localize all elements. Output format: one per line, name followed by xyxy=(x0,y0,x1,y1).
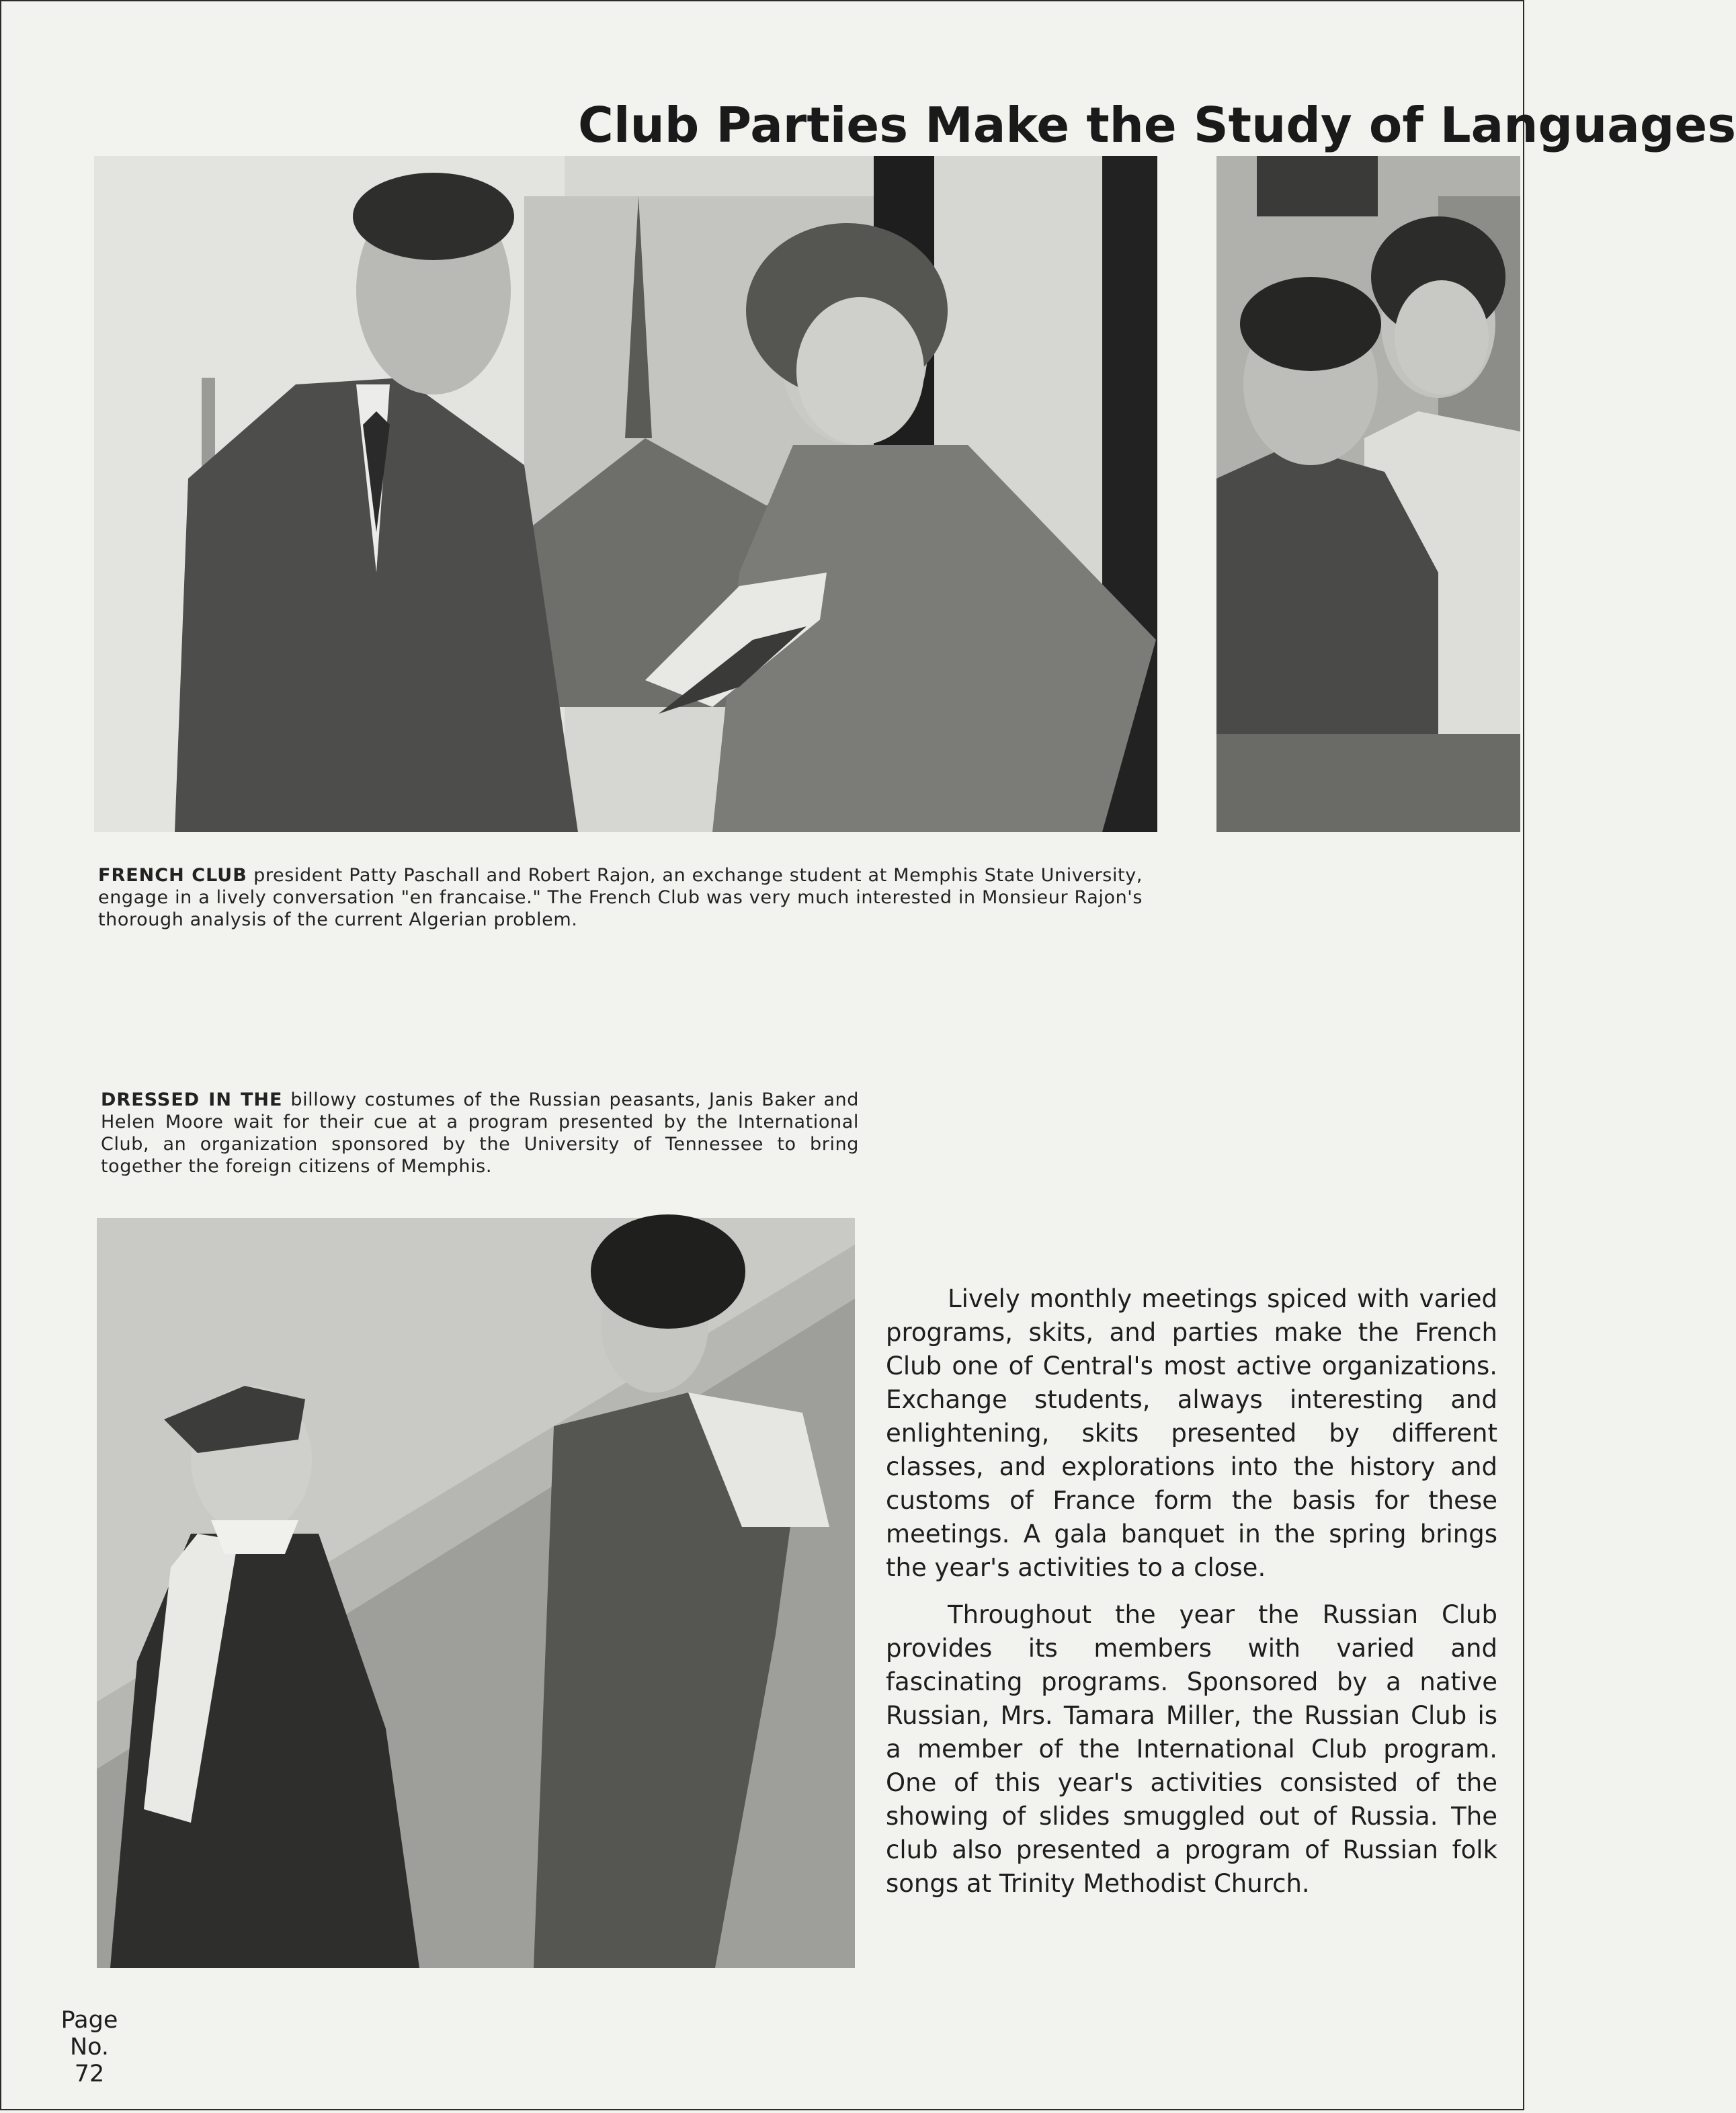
article-paragraph-1: Lively monthly meetings spiced with varied programs, skits, and parties make the French Club one of Central's most active organizations. Exchange students, always interesting and enlightening, skits presented by different classes, and explorations into the history and customs of France form the basis for these meetings. A gala banquet in the spring brings the year's activities to a close. xyxy=(886,1284,1497,1582)
page-number-block xyxy=(59,2007,120,2087)
french-club-photo-icon xyxy=(94,156,1157,832)
page-label: Page xyxy=(60,2007,118,2034)
caption-french-lead: FRENCH CLUB xyxy=(98,865,247,886)
page-title: Club Parties Make the Study of Languages xyxy=(578,97,1736,154)
photo-students xyxy=(1216,156,1520,832)
caption-russian-lead: DRESSED IN THE xyxy=(101,1089,283,1110)
caption-french-club xyxy=(98,864,1143,931)
russian-costumes-photo-icon xyxy=(97,1218,855,1968)
caption-french-text: president Patty Paschall and Robert Rajon, an exchange student at Memphis State University, engage in a lively conversation "en francaise." The French Club was very much interested in Monsieur Rajon's thorough analysis of the current Algerian problem. xyxy=(98,865,1143,930)
page-number: 72 xyxy=(74,2061,105,2087)
students-photo-icon xyxy=(1216,156,1520,832)
article-body xyxy=(886,1282,1497,1914)
photo-french-club xyxy=(94,156,1157,832)
page-no-label: No. xyxy=(69,2034,110,2061)
caption-russian-text: billowy costumes of the Russian peasants, Janis Baker and Helen Moore wait for their cue at a program presented by the International Club, an organization sponsored by the University of Tennessee to bring together the foreign citizens of Memphis. xyxy=(101,1089,859,1177)
photo-russian-costumes xyxy=(97,1218,855,1968)
article-paragraph-2: Throughout the year the Russian Club provides its members with varied and fascinating programs. Sponsored by a native Russian, Mrs. Tamara Miller, the Russian Club is a member of the International Club program. One of this year's activities consisted of the showing of slides smuggled out of Russia. The club also presented a program of Russian folk songs at Trinity Methodist Church. xyxy=(886,1600,1497,1898)
caption-russian xyxy=(101,1089,859,1177)
